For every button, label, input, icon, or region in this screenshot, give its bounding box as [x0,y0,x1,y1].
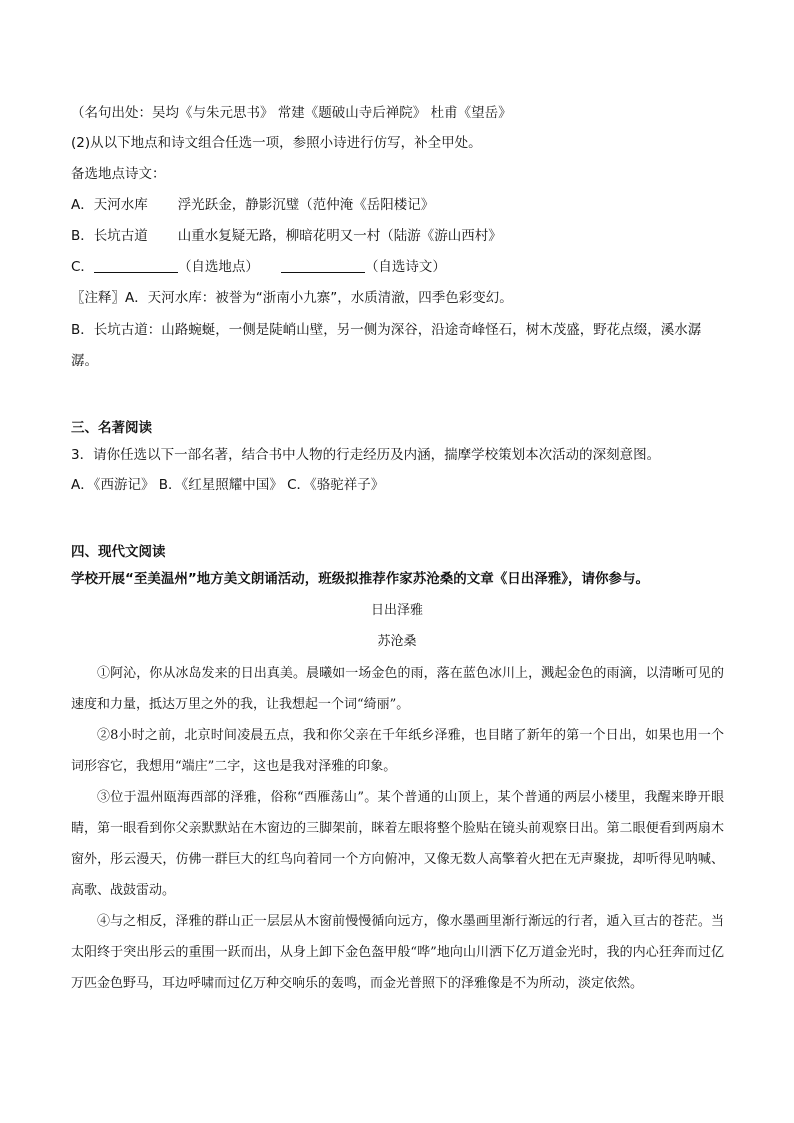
article-paragraph-4: ④与之相反，泽雅的群山正一层层从木窗前慢慢循向远方，像水墨画里渐行渐远的行者，遁入亘古的苍茫。当太阳终于突出彤云的重围一跃而出，从身上卸下金色盔甲般“哗”地向山川洒下亿万道金光时，我的内心狂奔而过亿万匹金色野马，耳边呼啸而过亿万种交响乐的轰鸣，而金光普照下的泽雅像是不为所动，淡定依然。 [71,914,724,991]
option-b-poem: 山重水复疑无路，柳暗花明又一村（陆游《游山西村》 [177,228,502,244]
question-3-choices: A．《西游记》 B．《红星照耀中国》 C．《骆驼祥子》 [71,477,385,493]
poem-blank[interactable] [281,258,365,273]
question-3: 3．请你任选以下一部名著，结合书中人物的行走经历及内涵，揣摩学校策划本次活动的深刻意图。 [71,447,661,463]
section-3-heading: 三、名著阅读 [71,420,152,436]
famous-lines-source: （名句出处：吴均《与朱元思书》 常建《题破山寺后禅院》 杜甫《望岳》 [71,105,512,121]
options-label: 备选地点诗文： [71,166,166,182]
note-b-line-1: B．长坑古道：山路蜿蜒，一侧是陡峭山壁，另一侧为深谷，沿途奇峰怪石，树木茂盛，野花点缀，溪水潺 [71,322,702,338]
option-a-poem: 浮光跃金，静影沉璧（范仲淹《岳阳楼记》 [177,197,435,213]
section-4-intro: 学校开展“至美温州”地方美文朗诵活动，班级拟推荐作家苏沧桑的文章《日出泽雅》，请你参与。 [71,571,649,587]
article-paragraph-2: ②8小时之前，北京时间凌晨五点，我和你父亲在千年纸乡泽雅，也目睹了新年的第一个日出，如果也用一个词形容它，我想用“端庄”二字，这也是我对泽雅的印象。 [71,728,724,774]
option-b-place: B．长坑古道 [71,228,148,244]
note-b-line-2: 潺。 [71,353,98,369]
place-blank[interactable] [94,258,178,273]
article-author: 苏沧桑 [377,634,417,649]
article-body [71,658,724,999]
option-a [71,195,724,215]
option-b [71,226,724,246]
section-4-heading: 四、现代文阅读 [71,544,166,560]
article-title: 日出泽雅 [370,603,423,618]
option-c-prefix: C． [71,259,94,275]
option-c [71,257,724,277]
article-paragraph-1: ①阿沁，你从冰岛发来的日出真美。晨曦如一场金色的雨，落在蓝色冰川上，溅起金色的雨滴，以清晰可见的速度和力量，抵达万里之外的我，让我想起一个词“绮丽”。 [71,666,724,712]
note-a: 〖注释〗A．天河水库：被誉为“浙南小九寨”，水质清澈，四季色彩变幻。 [71,290,513,306]
option-c-self-poem: （自选诗文） [364,259,446,275]
option-c-self-place: （自选地点） [177,259,259,275]
question-2-instruction: (2)从以下地点和诗文组合任选一项，参照小诗进行仿写，补全甲处。 [71,135,482,151]
article-paragraph-3: ③位于温州瓯海西部的泽雅，俗称“西雁荡山”。某个普通的山顶上，某个普通的两层小楼里，我醒来睁开眼睛，第一眼看到你父亲默默站在木窗边的三脚架前，眯着左眼将整个脸贴在镜头前观察日出。第二眼便看到两扇木窗外，彤云漫天，仿佛一群巨大的红鸟向着同一个方向俯冲，又像无数人高擎着火把在无声聚拢，却听得见呐喊、高歌、战鼓雷动。 [71,790,724,898]
option-a-place: A．天河水库 [71,197,148,213]
